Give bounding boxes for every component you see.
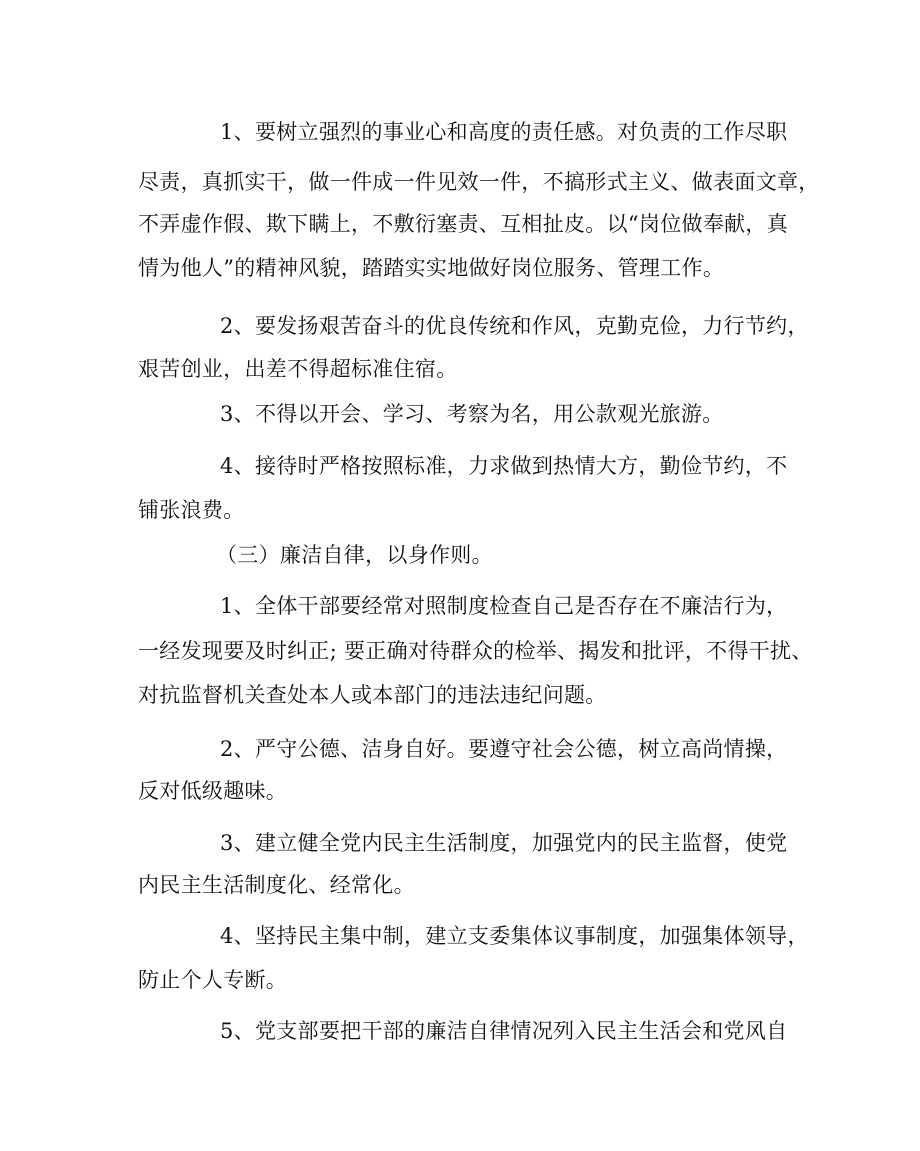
section-heading: （三）廉洁自律，以身作则。 — [216, 543, 493, 567]
paragraph-9-line-1: 5、党支部要把干部的廉洁自律情况列入民主生活会和党风自 — [220, 1019, 788, 1043]
paragraph-8-line-2: 防止个人专断。 — [138, 968, 288, 992]
paragraph-2-line-2: 艰苦创业，出差不得超标准住宿。 — [138, 357, 458, 381]
paragraph-1-line-4: 情为他人”的精神风貌，踏踏实实地做好岗位服务、管理工作。 — [138, 256, 725, 280]
paragraph-1-line-2: 尽责，真抓实干，做一件成一件见效一件，不搞形式主义、做表面文章， — [138, 170, 820, 194]
paragraph-5-line-1: 1、全体干部要经常对照制度检查自己是否存在不廉洁行为， — [220, 594, 788, 618]
paragraph-5-line-2: 一经发现要及时纠正; 要正确对待群众的检举、揭发和批评，不得干扰、 — [138, 639, 813, 663]
paragraph-2-line-1: 2、要发扬艰苦奋斗的优良传统和作风，克勤克俭，力行节约， — [220, 314, 809, 338]
paragraph-7-line-2: 内民主生活制度化、经常化。 — [138, 873, 415, 897]
paragraph-1-line-3: 不弄虚作假、欺下瞒上，不敷衍塞责、互相扯皮。以“岗位做奉献，真 — [138, 212, 789, 236]
paragraph-6-line-1: 2、严守公德、洁身自好。要遵守社会公德，树立高尚情操， — [220, 737, 788, 761]
paragraph-7-line-1: 3、建立健全党内民主生活制度，加强党内的民主监督，使党 — [220, 831, 788, 855]
paragraph-4-line-2: 铺张浪费。 — [138, 498, 245, 522]
paragraph-5-line-3: 对抗监督机关查处本人或本部门的违法违纪问题。 — [138, 683, 607, 707]
paragraph-8-line-1: 4、坚持民主集中制，建立支委集体议事制度，加强集体领导， — [220, 924, 809, 948]
paragraph-1-line-1: 1、要树立强烈的事业心和高度的责任感。对负责的工作尽职 — [220, 120, 788, 144]
paragraph-6-line-2: 反对低级趣味。 — [138, 779, 288, 803]
paragraph-4-line-1: 4、接待时严格按照标准，力求做到热情大方，勤俭节约，不 — [220, 454, 788, 478]
paragraph-3-line-1: 3、不得以开会、学习、考察为名，用公款观光旅游。 — [220, 402, 724, 426]
